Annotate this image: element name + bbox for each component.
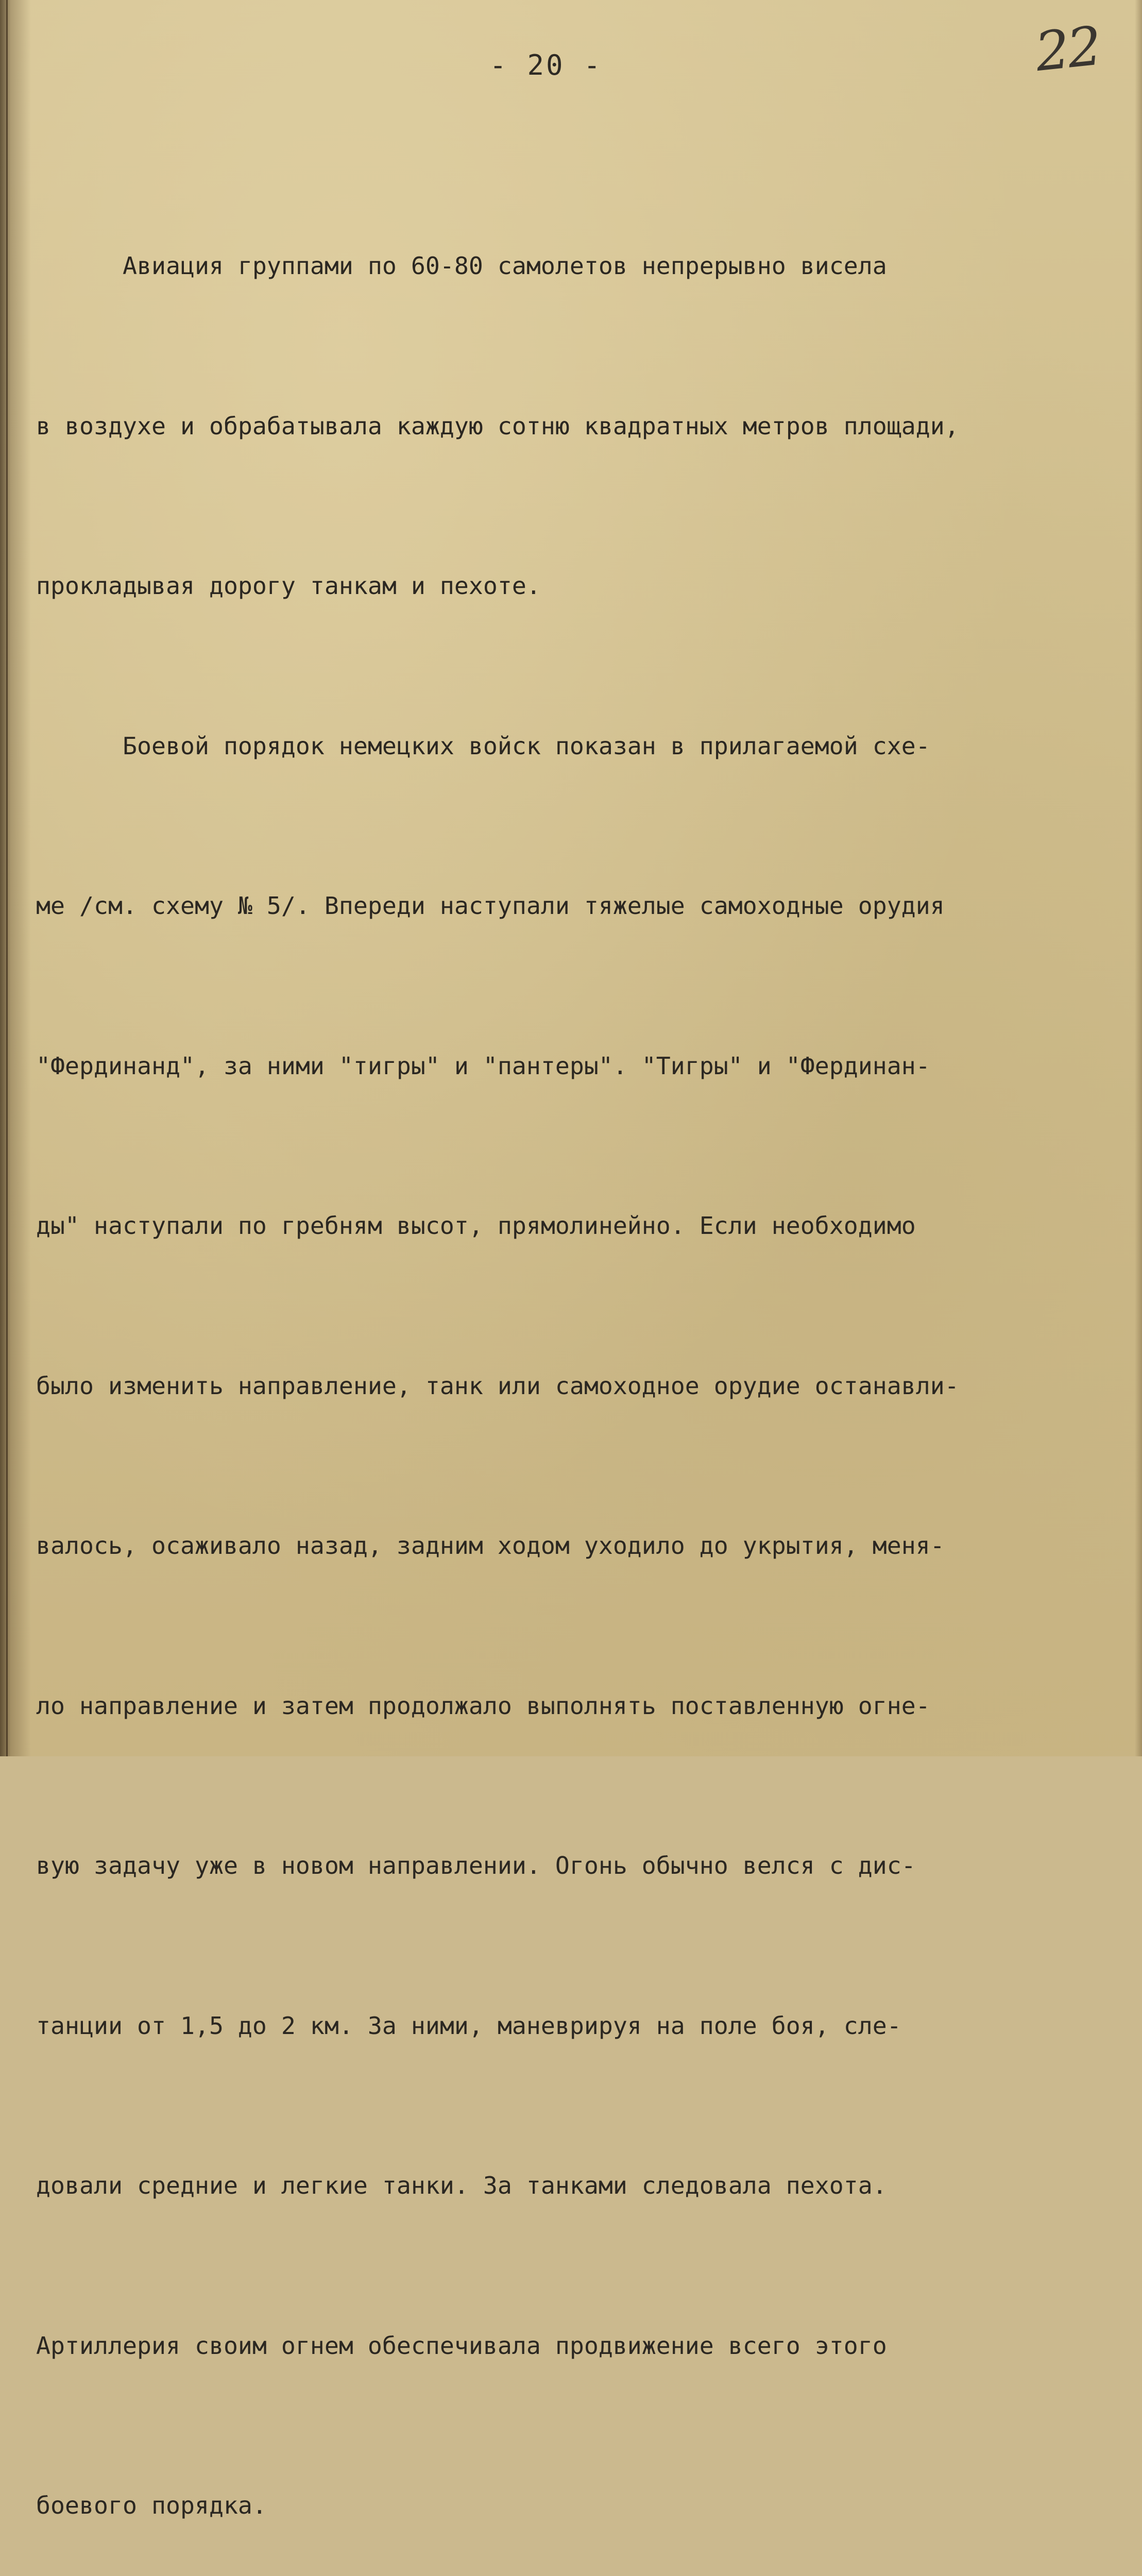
text-line: было изменить направление, танк или самоходное орудие останавли-: [36, 1371, 959, 1400]
text-line: прокладывая дорогу танкам и пехоте.: [36, 572, 541, 600]
typewritten-text: [36, 133, 1133, 2576]
text-line: танции от 1,5 до 2 км. За ними, маневрируя на поле боя, сле-: [36, 2011, 901, 2040]
text-line: Боевой порядок немецких войск показан в прилагаемой схе-: [36, 732, 930, 760]
binding-edge: [6, 0, 8, 1756]
text-line: ло направление и затем продолжало выполнять поставленную огне-: [36, 1691, 930, 1720]
archive-folio-number: 22: [1032, 14, 1103, 84]
text-line: боевого порядка.: [36, 2492, 267, 2519]
text-line: Артиллерия своим огнем обеспечивала продвижение всего этого: [36, 2331, 887, 2360]
text-line: "Фердинанд", за ними "тигры" и "пантеры". "Тигры" и "Фердинан-: [36, 1052, 930, 1080]
page-edge: [1135, 0, 1142, 1756]
text-line: ды" наступали по гребням высот, прямолинейно. Если необходимо: [36, 1212, 916, 1240]
text-line: вую задачу уже в новом направлении. Огонь обычно велся с дис-: [36, 1852, 916, 1879]
page-number: - 20 -: [489, 49, 603, 81]
text-line: в воздухе и обрабатывала каждую сотню квадратных метров площади,: [36, 412, 959, 440]
binding-shadow: [0, 0, 31, 1756]
text-line: валось, осаживало назад, задним ходом уходило до укрытия, меня-: [36, 1532, 945, 1560]
text-line: довали средние и легкие танки. За танками следовала пехота.: [36, 2172, 887, 2199]
text-line: Авиация группами по 60-80 самолетов непрерывно висела: [36, 252, 887, 280]
text-line: ме /см. схему № 5/. Впереди наступали тяжелые самоходные орудия: [36, 892, 945, 920]
